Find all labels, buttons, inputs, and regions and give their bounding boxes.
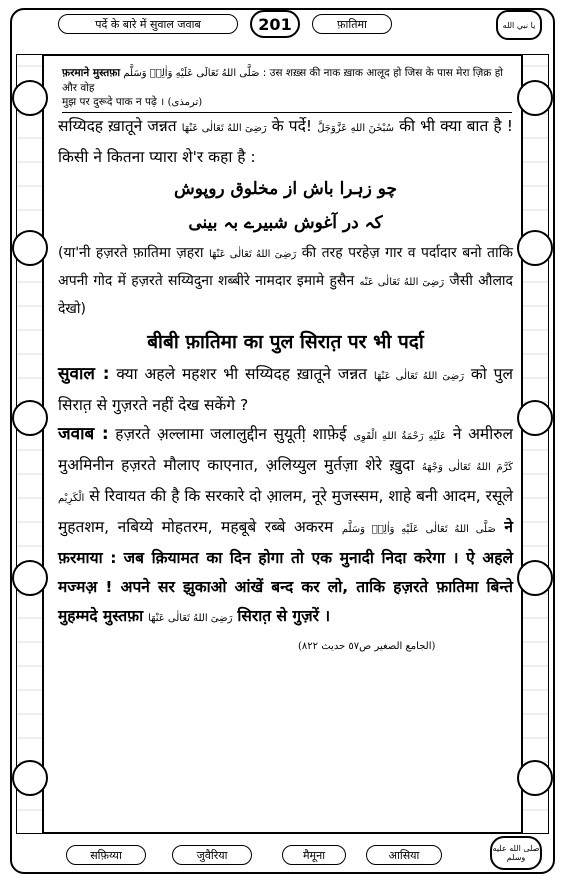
text: ! (305, 117, 313, 135)
text: सिरात़ से गुज़रें । (237, 607, 331, 625)
ornament-medallion (517, 400, 553, 436)
text: की भी क्या बात है ! किसी ने कितना प्यारा शे'र कहा है : (58, 117, 513, 166)
paragraph (58, 240, 513, 322)
ornament-medallion (517, 230, 553, 266)
footer-tab: सफ़िय्या (66, 845, 146, 865)
left-ornament-strip (16, 54, 44, 834)
question (58, 360, 513, 420)
farman-line-2: मुझ पर दुरूदे पाक न पढ़े । (62, 96, 165, 108)
text: सय्यिदह ख़ातूने जन्नत (58, 117, 177, 135)
text: के पर्दे (271, 117, 306, 135)
honorific: سُبْحٰنَ اللهِ عَزَّوَجَلَّ (317, 123, 394, 134)
text: जैसी औलाद देखो) (58, 273, 513, 317)
text: ने अमीरुल मुअमिनीन हज़रते मौलाए काएनात, अ़लिय्युल मुर्तज़ा शेरे ख़ुदा (58, 425, 513, 474)
ornament-medallion (517, 560, 553, 596)
honorific: صَلَّى اللهُ تَعَالٰی عَلَیْهِ وَاٰلِهٖ وَسَلَّم (341, 524, 496, 535)
answer-label: जवाब : (58, 424, 109, 444)
text: हज़रते अ़ल्लामा जलालुद्दीन सुयूती़ शाफ़ेई (115, 425, 347, 443)
footer-tab: जुवैरिया (172, 845, 252, 865)
footer-seal: صلى الله عليه وسلم (490, 836, 542, 870)
paragraph (58, 112, 513, 172)
text: क्या अहले महशर भी सय्यिदह ख़ातूने जन्नत (116, 365, 368, 383)
ornament-medallion (12, 560, 48, 596)
honorific: رَضِیَ اللهُ تَعَالٰی عَنْهَا (373, 371, 465, 382)
ornament-medallion (517, 760, 553, 796)
honorific: رَضِیَ اللهُ تَعَالٰی عَنْهَا (148, 613, 233, 624)
footer-tab: मैमूना (282, 845, 346, 865)
text: से रिवायत की है कि सरकारे दो आ़लम, नूरे मुजस्सम, शाहे बनी आदम, रसूले मुहतशम, नबिय्ये मोहतरम, महबूबे रब्बे अकरम (58, 487, 513, 536)
section-heading: बीबी फ़ातिमा का पुल सिरात़ पर भी पर्दा (147, 331, 424, 353)
ornament-medallion (12, 400, 48, 436)
text: (या'नी हज़रते फ़ातिमा ज़हरा (58, 245, 204, 261)
text: जब क़ियामत का दिन होगा तो एक मुनादी निदा करेगा । ऐ अहले मज्मअ़ ! अपने सर झुकाओ आंखें बन्द कर लो, ताकि हज़रते फ़ातिमा बिन्ते मुहम्मदे मुस्तफ़ा (58, 549, 514, 625)
corner-seal: يا نبي الله (496, 10, 542, 40)
farman-source: (ترمذی) (167, 97, 203, 108)
section-title-tab: पर्दे के बारे में सुवाल जवाब (58, 14, 238, 34)
ornament-medallion (12, 230, 48, 266)
honorific: صَلَّى اللهُ تَعَالَى عَلَيْهِ وَاٰلِهٖ وَسَلَّم (123, 68, 260, 79)
question-label: सुवाल : (58, 364, 110, 384)
farman-line-1: : उस शख़्स की नाक ख़ाक आलूद हो जिस के पास मेरा ज़िक्र हो और वोह (62, 67, 504, 94)
honorific: رَضِیَ اللهُ تَعَالٰی عَنْه (359, 277, 445, 288)
text: ने फ़रमाया : (58, 518, 513, 567)
right-ornament-strip (521, 54, 549, 834)
honorific: رَضِیَ اللهُ تَعَالٰی عَنْهَا (208, 249, 297, 260)
farman-label: फ़रमाने मुस्तफ़ा (62, 67, 121, 79)
honorific: كَرَّمَ اللهُ تَعَالٰی وَجْهَهُ الْكَرِيْم (58, 462, 513, 504)
farman-banner (62, 66, 512, 113)
honorific: رَضِیَ اللهُ تَعَالٰی عَنْهَا (181, 123, 267, 134)
text: को पुल सिरात़ से गुज़रते नहीं देख सकेंगे ? (58, 365, 513, 414)
honorific: عَلَیْهِ رَحْمَةُ اللهِ الْقَوِی (353, 431, 447, 442)
ornament-medallion (12, 80, 48, 116)
page-number: 201 (250, 10, 300, 38)
reference-citation: (الجامع الصغير ص٥٧ حديث ٨٢٢) (298, 641, 436, 652)
ornament-medallion (12, 760, 48, 796)
persian-verse-2: کہ در آغوش شبیرے بہ بینی (188, 213, 383, 233)
main-text (58, 112, 513, 652)
ornament-medallion (517, 80, 553, 116)
footer-tab: आसिया (366, 845, 442, 865)
chapter-tab: फ़ातिमा (312, 14, 392, 34)
text: की तरह परहेज़ गार व पर्दादार बनो ताकि अपनी गोद में हज़रते सय्यिदुना शब्बीरे नामदार इमामे हुसैन (58, 245, 514, 289)
persian-verse-1: چو زہرا باش از مخلوق روپوش (173, 179, 398, 199)
answer (58, 420, 513, 633)
